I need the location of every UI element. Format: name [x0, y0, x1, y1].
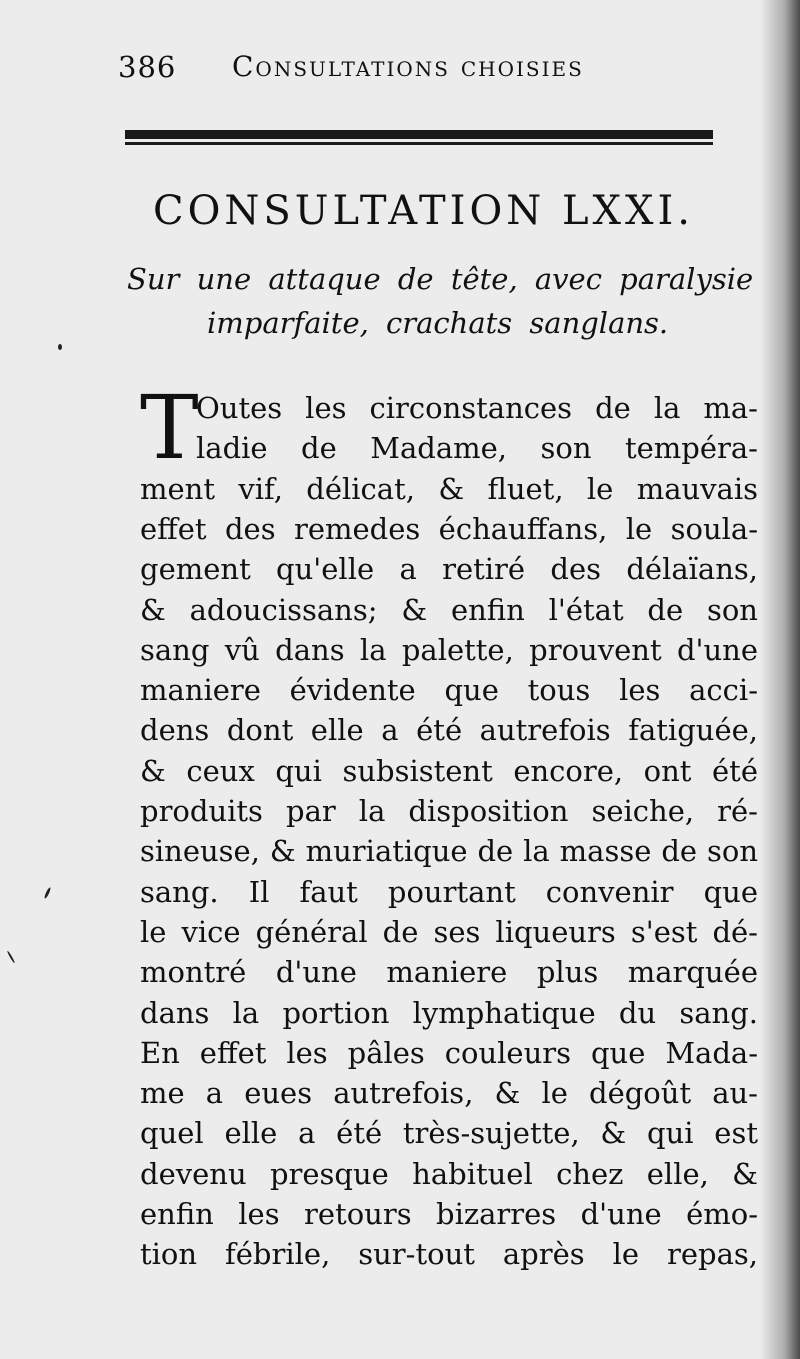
ink-speck [44, 887, 52, 899]
text-line: & ceux qui subsistent encore, ont été [140, 753, 758, 788]
ink-speck [58, 344, 62, 350]
drop-cap: T [140, 376, 199, 479]
page-number: 386 [118, 50, 177, 84]
text-line: montré d'une maniere plus marquée [140, 955, 758, 990]
text-line: sang vû dans la palette, prouvent d'une [140, 632, 758, 667]
text-line: sang. Il faut pourtant convenir que [140, 874, 758, 909]
text-line: sineuse, & muriatique de la masse de son [140, 834, 758, 869]
text-line: devenu presque habituel chez elle, & [140, 1156, 758, 1191]
text-line: ladie de Madame, son tempéra- [196, 431, 758, 466]
subtitle-line: imparfaite, crachats sanglans. [207, 306, 669, 340]
text-line: En effet les pâles couleurs que Mada- [140, 1035, 758, 1070]
header-rule-thin [125, 142, 713, 145]
header-rule-thick [125, 130, 713, 139]
binding-shadow [760, 0, 800, 1359]
text-line: le vice général de ses liqueurs s'est dé- [140, 914, 758, 949]
header-rule [125, 128, 713, 150]
text-line: effet des remedes échauffans, le soula- [140, 511, 758, 546]
text-line: dans la portion lymphatique du sang. [140, 995, 758, 1030]
text-line: dens dont elle a été autrefois fatiguée, [140, 713, 758, 748]
text-line: Outes les circonstances de la ma- [196, 391, 758, 425]
text-line: tion fébrile, sur-tout après le repas, [140, 1237, 758, 1272]
running-head [118, 50, 678, 100]
text-line: quel elle a été très-sujette, & qui est [140, 1116, 758, 1151]
text-line: gement qu'elle a retiré des délaïans, [140, 552, 758, 587]
text-line: me a eues autrefois, & le dégoût au- [140, 1076, 758, 1111]
text-line: enfin les retours bizarres d'une émo- [140, 1197, 758, 1231]
text-line: ment vif, délicat, & fluet, le mauvais [140, 471, 758, 506]
consultation-heading: CONSULTATION LXXI. [153, 188, 695, 234]
running-title: Consultations choisies [232, 50, 584, 83]
ink-speck [7, 950, 16, 963]
text-line: maniere évidente que tous les acci- [140, 673, 758, 708]
text-line: & adoucissans; & enfin l'état de son [140, 592, 758, 627]
text-line: produits par la disposition seiche, ré- [140, 794, 758, 828]
subtitle-line: Sur une attaque de tête, avec paralysie [127, 262, 754, 296]
